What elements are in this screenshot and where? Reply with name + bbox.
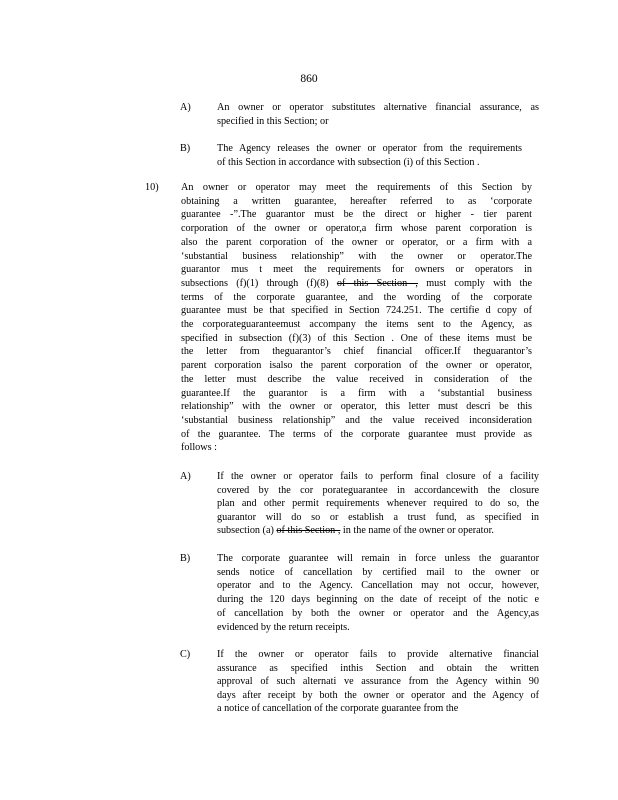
- line-text: days after receipt by both the owner or operator and the Agency of: [217, 689, 539, 701]
- item-label: B): [180, 143, 191, 154]
- line-text: terms of the corporate guarantee, and the wording of the corporate: [181, 291, 532, 303]
- line-text: ‘substantial business relationship” with the owner or operator.The: [181, 250, 532, 262]
- text-line: [181, 319, 532, 331]
- text-line: [217, 553, 539, 565]
- line-text: sends notice of cancellation by certified mail to the owner or: [217, 566, 539, 578]
- line-text: corporation of the owner or operator,a firm whose parent corporation is: [181, 223, 532, 235]
- text-line: [217, 567, 539, 579]
- line-text: guarantee must be that specified in Section 724.251. The certifie d copy of: [181, 305, 532, 317]
- text-line: [217, 663, 539, 675]
- item-label: C): [180, 649, 191, 660]
- line-text: the letter from theguarantor’s chief financial officer.If theguarantor’s: [181, 346, 532, 358]
- line-text: guarantee.If the guarantor is a firm with a ‘substantial business: [181, 387, 532, 399]
- line-text: of this Section in accordance with subsection (i) of this Section .: [217, 156, 480, 168]
- line-text: If the owner or operator fails to perform final closure of a facility: [217, 471, 539, 482]
- line-text: obtaining a written guarantee, hereafter referred to as ‘corporate: [181, 195, 532, 207]
- line-text: If the owner or operator fails to provide alternative financial: [217, 649, 539, 660]
- text-line: [181, 374, 532, 386]
- text-line: [181, 278, 532, 290]
- struck-text: of this Section ,: [276, 525, 341, 536]
- text-line: [217, 622, 539, 634]
- text-line: [217, 676, 539, 688]
- text-line: [217, 690, 539, 702]
- line-text: the letter must describe the value received in consideration of the: [181, 373, 532, 385]
- text-line: [217, 649, 539, 661]
- line-text: guarantee -”.The guarantor must be the direct or higher - tier parent: [181, 209, 532, 221]
- line-text: subsections (f)(1) through (f)(8): [181, 277, 337, 289]
- line-text: of the guarantee. The terms of the corporate guarantee must provide as: [181, 428, 532, 440]
- item-label: A): [180, 471, 191, 482]
- text-line: [181, 251, 532, 263]
- line-text: plan and other permit requirements whenever required to do so, the: [217, 498, 539, 509]
- text-line: [217, 580, 539, 592]
- line-text: also the parent corporation of the owner or operator, or a firm with a: [181, 236, 532, 248]
- line-text: covered by the cor porateguarantee in accordancewith the closure: [217, 484, 539, 496]
- text-line: [181, 388, 532, 400]
- line-text: follows :: [181, 442, 217, 454]
- line-text: The Agency releases the owner or operator from the requirements: [217, 143, 522, 154]
- text-line: [217, 143, 522, 155]
- line-text: specified in subsection (f)(3) of this Section . One of these items must be: [181, 332, 532, 344]
- text-line: [181, 360, 532, 372]
- text-line: [217, 512, 539, 524]
- line-text: evidenced by the return receipts.: [217, 621, 350, 633]
- line-text: ‘substantial business relationship” and the value received inconsideration: [181, 414, 532, 426]
- line-text: guarantor will do so or establish a trust fund, as specified in: [217, 511, 539, 523]
- line-text: An owner or operator may meet the requirements of this Section by: [181, 182, 532, 193]
- line-text: a notice of cancellation of the corporate guarantee from the: [217, 703, 459, 715]
- text-line: [217, 157, 522, 169]
- text-line: [217, 525, 539, 537]
- text-line: [181, 292, 532, 304]
- text-line: [181, 196, 532, 208]
- text-line: [217, 498, 539, 510]
- text-line: [217, 116, 539, 128]
- text-line: [181, 264, 532, 276]
- text-line: [217, 102, 539, 114]
- text-line: [217, 594, 539, 606]
- text-line: [181, 429, 532, 441]
- text-line: [181, 305, 532, 317]
- line-text: the corporateguaranteemust accompany the items sent to the Agency, as: [181, 319, 532, 330]
- item-label: B): [180, 553, 191, 564]
- text-line: [181, 209, 532, 221]
- text-line: [181, 401, 532, 413]
- line-text: must comply with the: [417, 277, 532, 289]
- line-text: in the name of the owner or operator.: [340, 525, 494, 536]
- text-line: [181, 333, 532, 345]
- line-text: assurance as specified inthis Section and obtain the written: [217, 662, 539, 674]
- text-line: [181, 442, 532, 454]
- text-line: [181, 237, 532, 249]
- text-line: [217, 703, 539, 715]
- text-line: [217, 471, 539, 483]
- line-text: An owner or operator substitutes alternative financial assurance, as: [217, 102, 539, 113]
- line-text: approval of such alternati ve assurance from the Agency within 90: [217, 676, 539, 688]
- text-line: [181, 223, 532, 235]
- line-text: during the 120 days beginning on the date of receipt of the notic e: [217, 594, 539, 606]
- text-line: [181, 415, 532, 427]
- text-line: [181, 182, 532, 194]
- text-line: [217, 608, 539, 620]
- line-text: of cancellation by both the owner or operator and the Agency,as: [217, 607, 539, 619]
- line-text: specified in this Section; or: [217, 115, 329, 127]
- text-line: [217, 485, 539, 497]
- page-number: 860: [300, 73, 318, 85]
- line-text: parent corporation isalso the parent corporation of the owner or operator,: [181, 360, 532, 372]
- line-text: relationship” with the owner or operator, this letter must descri be this: [181, 401, 532, 413]
- line-text: operator and to the Agency. Cancellation may not occur, however,: [217, 580, 539, 592]
- text-line: [181, 346, 532, 358]
- struck-text: of this Section ,: [336, 277, 418, 289]
- line-text: guarantor mus t meet the requirements for owners or operators in: [181, 264, 532, 276]
- line-text: The corporate guarantee will remain in force unless the guarantor: [217, 553, 539, 564]
- item-label: 10): [145, 182, 159, 193]
- item-label: A): [180, 102, 191, 113]
- line-text: subsection (a): [217, 525, 277, 536]
